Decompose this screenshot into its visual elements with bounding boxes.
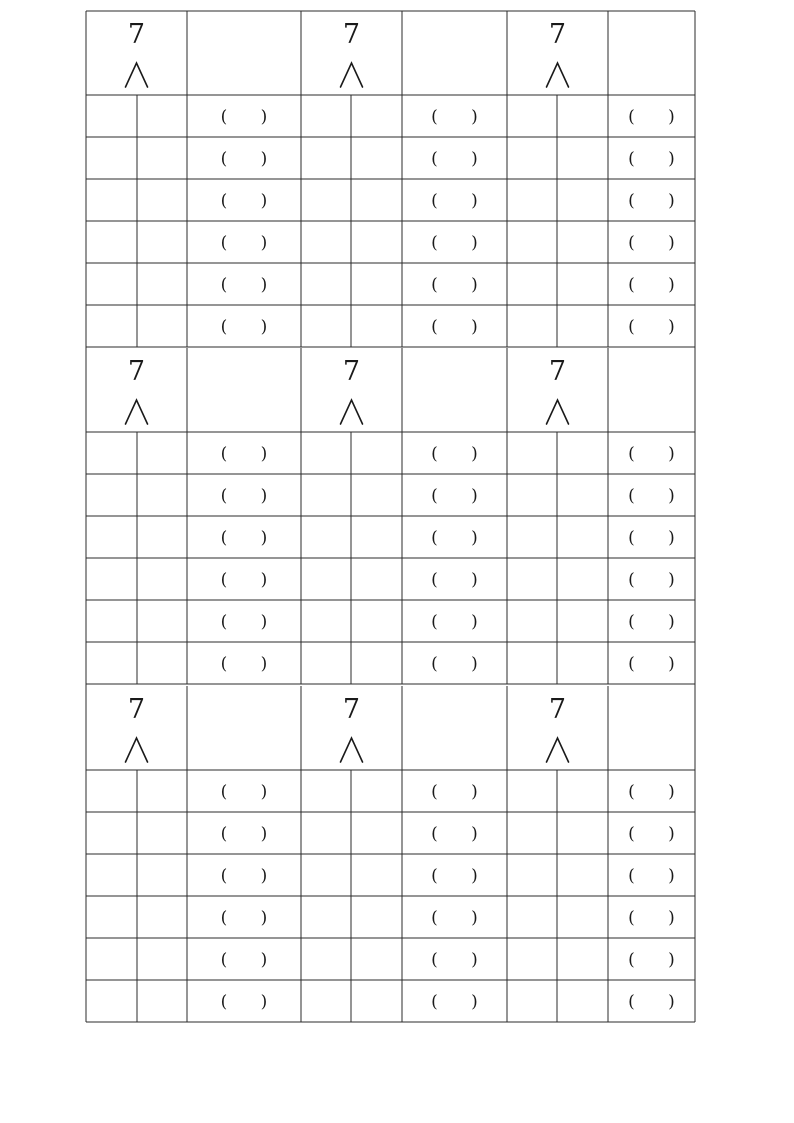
answer-open-paren: ( bbox=[628, 992, 635, 1012]
answer-open-paren: ( bbox=[220, 782, 228, 802]
answer-close-paren: ) bbox=[668, 149, 675, 169]
answer-close-paren: ) bbox=[471, 233, 478, 253]
answer-close-paren: ) bbox=[471, 191, 478, 211]
answer-close-paren: ) bbox=[471, 528, 478, 548]
answer-open-paren: ( bbox=[220, 570, 228, 590]
answer-close-paren: ) bbox=[260, 908, 268, 928]
answer-close-paren: ) bbox=[668, 782, 675, 802]
split-branch-icon bbox=[547, 63, 569, 87]
answer-open-paren: ( bbox=[628, 191, 635, 211]
answer-close-paren: ) bbox=[471, 275, 478, 295]
answer-close-paren: ) bbox=[260, 824, 268, 844]
answer-close-paren: ) bbox=[260, 191, 268, 211]
total-number: 7 bbox=[342, 694, 361, 725]
answer-open-paren: ( bbox=[431, 992, 438, 1012]
answer-close-paren: ) bbox=[668, 612, 675, 632]
answer-open-paren: ( bbox=[628, 570, 635, 590]
answer-open-paren: ( bbox=[220, 654, 228, 674]
answer-open-paren: ( bbox=[220, 950, 228, 970]
answer-open-paren: ( bbox=[431, 191, 438, 211]
answer-close-paren: ) bbox=[668, 317, 675, 337]
answer-close-paren: ) bbox=[260, 866, 268, 886]
answer-open-paren: ( bbox=[220, 107, 228, 127]
answer-open-paren: ( bbox=[628, 782, 635, 802]
answer-open-paren: ( bbox=[220, 992, 228, 1012]
answer-close-paren: ) bbox=[260, 486, 268, 506]
split-branch-icon bbox=[126, 63, 148, 87]
answer-close-paren: ) bbox=[471, 992, 478, 1012]
answer-close-paren: ) bbox=[668, 992, 675, 1012]
answer-open-paren: ( bbox=[628, 107, 635, 127]
answer-open-paren: ( bbox=[431, 782, 438, 802]
answer-close-paren: ) bbox=[668, 275, 675, 295]
answer-close-paren: ) bbox=[260, 992, 268, 1012]
answer-close-paren: ) bbox=[260, 612, 268, 632]
answer-open-paren: ( bbox=[220, 149, 228, 169]
total-number: 7 bbox=[342, 356, 361, 387]
answer-close-paren: ) bbox=[471, 570, 478, 590]
answer-open-paren: ( bbox=[628, 275, 635, 295]
answer-close-paren: ) bbox=[668, 654, 675, 674]
answer-close-paren: ) bbox=[260, 444, 268, 464]
total-number: 7 bbox=[548, 356, 567, 387]
answer-close-paren: ) bbox=[668, 908, 675, 928]
answer-close-paren: ) bbox=[260, 950, 268, 970]
answer-open-paren: ( bbox=[220, 317, 228, 337]
split-branch-icon bbox=[341, 400, 363, 424]
answer-open-paren: ( bbox=[431, 444, 438, 464]
answer-close-paren: ) bbox=[260, 782, 268, 802]
answer-open-paren: ( bbox=[628, 317, 635, 337]
answer-close-paren: ) bbox=[668, 191, 675, 211]
answer-close-paren: ) bbox=[668, 486, 675, 506]
answer-close-paren: ) bbox=[668, 233, 675, 253]
answer-close-paren: ) bbox=[471, 866, 478, 886]
answer-open-paren: ( bbox=[628, 866, 635, 886]
answer-close-paren: ) bbox=[260, 107, 268, 127]
answer-close-paren: ) bbox=[260, 149, 268, 169]
answer-open-paren: ( bbox=[220, 908, 228, 928]
answer-close-paren: ) bbox=[471, 107, 478, 127]
answer-open-paren: ( bbox=[431, 824, 438, 844]
answer-open-paren: ( bbox=[431, 570, 438, 590]
answer-open-paren: ( bbox=[431, 486, 438, 506]
answer-close-paren: ) bbox=[260, 233, 268, 253]
answer-open-paren: ( bbox=[431, 654, 438, 674]
total-number: 7 bbox=[127, 356, 146, 387]
answer-close-paren: ) bbox=[668, 528, 675, 548]
answer-open-paren: ( bbox=[628, 950, 635, 970]
answer-open-paren: ( bbox=[628, 654, 635, 674]
answer-open-paren: ( bbox=[431, 275, 438, 295]
answer-open-paren: ( bbox=[431, 233, 438, 253]
answer-close-paren: ) bbox=[471, 824, 478, 844]
answer-open-paren: ( bbox=[220, 275, 228, 295]
answer-open-paren: ( bbox=[431, 612, 438, 632]
answer-close-paren: ) bbox=[471, 612, 478, 632]
answer-open-paren: ( bbox=[628, 908, 635, 928]
answer-open-paren: ( bbox=[628, 612, 635, 632]
answer-close-paren: ) bbox=[471, 908, 478, 928]
answer-open-paren: ( bbox=[628, 444, 635, 464]
answer-close-paren: ) bbox=[471, 317, 478, 337]
answer-open-paren: ( bbox=[220, 191, 228, 211]
answer-close-paren: ) bbox=[260, 570, 268, 590]
answer-open-paren: ( bbox=[220, 444, 228, 464]
answer-close-paren: ) bbox=[471, 950, 478, 970]
answer-open-paren: ( bbox=[220, 233, 228, 253]
split-branch-icon bbox=[126, 400, 148, 424]
answer-open-paren: ( bbox=[628, 486, 635, 506]
answer-open-paren: ( bbox=[220, 486, 228, 506]
answer-open-paren: ( bbox=[431, 317, 438, 337]
answer-open-paren: ( bbox=[431, 149, 438, 169]
total-number: 7 bbox=[127, 19, 146, 50]
answer-close-paren: ) bbox=[260, 528, 268, 548]
total-number: 7 bbox=[548, 694, 567, 725]
split-branch-icon bbox=[341, 738, 363, 762]
answer-close-paren: ) bbox=[668, 444, 675, 464]
total-number: 7 bbox=[127, 694, 146, 725]
answer-close-paren: ) bbox=[260, 654, 268, 674]
answer-open-paren: ( bbox=[220, 528, 228, 548]
total-number: 7 bbox=[342, 19, 361, 50]
answer-open-paren: ( bbox=[220, 824, 228, 844]
answer-close-paren: ) bbox=[471, 149, 478, 169]
answer-close-paren: ) bbox=[471, 782, 478, 802]
answer-close-paren: ) bbox=[471, 486, 478, 506]
answer-open-paren: ( bbox=[628, 824, 635, 844]
answer-close-paren: ) bbox=[668, 570, 675, 590]
answer-open-paren: ( bbox=[431, 950, 438, 970]
total-number: 7 bbox=[548, 19, 567, 50]
split-branch-icon bbox=[341, 63, 363, 87]
answer-close-paren: ) bbox=[471, 444, 478, 464]
answer-open-paren: ( bbox=[220, 866, 228, 886]
answer-open-paren: ( bbox=[431, 528, 438, 548]
answer-open-paren: ( bbox=[628, 528, 635, 548]
answer-close-paren: ) bbox=[668, 950, 675, 970]
answer-close-paren: ) bbox=[668, 824, 675, 844]
split-branch-icon bbox=[547, 738, 569, 762]
answer-open-paren: ( bbox=[628, 149, 635, 169]
answer-open-paren: ( bbox=[220, 612, 228, 632]
answer-open-paren: ( bbox=[628, 233, 635, 253]
split-branch-icon bbox=[126, 738, 148, 762]
answer-close-paren: ) bbox=[668, 866, 675, 886]
answer-close-paren: ) bbox=[471, 654, 478, 674]
answer-close-paren: ) bbox=[668, 107, 675, 127]
answer-open-paren: ( bbox=[431, 866, 438, 886]
answer-close-paren: ) bbox=[260, 317, 268, 337]
answer-open-paren: ( bbox=[431, 107, 438, 127]
split-branch-icon bbox=[547, 400, 569, 424]
answer-open-paren: ( bbox=[431, 908, 438, 928]
answer-close-paren: ) bbox=[260, 275, 268, 295]
